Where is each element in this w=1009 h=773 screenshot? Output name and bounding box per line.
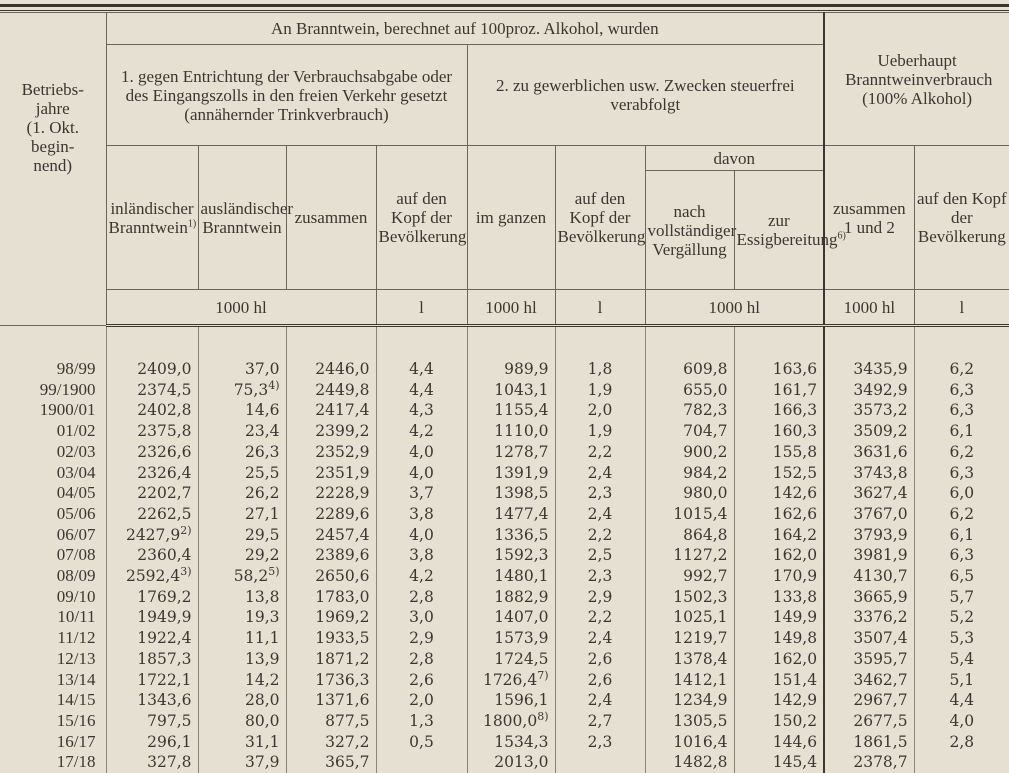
cell-total1: 2352,9 bbox=[286, 442, 376, 463]
cell-im-ganzen bbox=[467, 711, 555, 732]
table-row bbox=[0, 525, 1009, 546]
cell-total1: 2446,0 bbox=[286, 359, 376, 380]
table-row bbox=[0, 649, 1009, 670]
cell-percapita2: 2,2 bbox=[555, 442, 645, 463]
cell-total1: 2289,6 bbox=[286, 504, 376, 525]
cell-inland: 1343,6 bbox=[106, 690, 198, 711]
cell-percapita3: 4,4 bbox=[914, 690, 1009, 711]
cell-foreign: 37,9 bbox=[198, 752, 286, 773]
cell-vinegar: 149,8 bbox=[734, 628, 824, 649]
cell-year: 04/05 bbox=[0, 483, 106, 504]
cell-percapita3: 6,3 bbox=[914, 400, 1009, 421]
cell-total1: 2351,9 bbox=[286, 463, 376, 484]
cell-value: 1726,4 bbox=[483, 671, 537, 689]
cell-total12: 3507,4 bbox=[824, 628, 914, 649]
cell-inland: 2402,8 bbox=[106, 400, 198, 421]
table-row bbox=[0, 690, 1009, 711]
cell-total12: 3492,9 bbox=[824, 380, 914, 401]
unit-l: l bbox=[914, 290, 1009, 326]
cell-percapita2: 2,2 bbox=[555, 525, 645, 546]
header-foreign: ausländischer Branntwein bbox=[198, 146, 286, 290]
cell-denatured: 980,0 bbox=[645, 483, 734, 504]
cell-total12: 1861,5 bbox=[824, 732, 914, 753]
table-row bbox=[0, 545, 1009, 566]
cell-denatured: 704,7 bbox=[645, 421, 734, 442]
cell-vinegar: 152,5 bbox=[734, 463, 824, 484]
table-row bbox=[0, 483, 1009, 504]
cell-inland: 1922,4 bbox=[106, 628, 198, 649]
footnote-marker: 3) bbox=[180, 565, 191, 578]
cell-foreign bbox=[198, 380, 286, 401]
cell-percapita1: 2,6 bbox=[376, 670, 467, 691]
header-total12: zusammen 1 und 2 bbox=[824, 146, 914, 290]
cell-inland: 1857,3 bbox=[106, 649, 198, 670]
cell-percapita2: 1,9 bbox=[555, 380, 645, 401]
cell-foreign: 14,6 bbox=[198, 400, 286, 421]
cell-foreign: 80,0 bbox=[198, 711, 286, 732]
cell-percapita1: 4,2 bbox=[376, 566, 467, 587]
cell-total12: 3595,7 bbox=[824, 649, 914, 670]
header-group2: 2. zu gewerblichen usw. Zwecken steuerfrei verabfolgt bbox=[467, 45, 824, 146]
header-davon: davon bbox=[645, 146, 824, 171]
cell-denatured: 1502,3 bbox=[645, 587, 734, 608]
cell-total1: 1783,0 bbox=[286, 587, 376, 608]
cell-denatured: 900,2 bbox=[645, 442, 734, 463]
table-row bbox=[0, 463, 1009, 484]
header-group3: Ueberhaupt Branntweinverbrauch (100% Alkohol) bbox=[824, 13, 1009, 146]
footnote-marker: 8) bbox=[537, 710, 548, 723]
cell-denatured: 1482,8 bbox=[645, 752, 734, 773]
cell-value: 2427,9 bbox=[126, 526, 180, 544]
cell-denatured: 1127,2 bbox=[645, 545, 734, 566]
cell-inland: 2262,5 bbox=[106, 504, 198, 525]
cell-percapita3: 6,1 bbox=[914, 525, 1009, 546]
cell-vinegar: 145,4 bbox=[734, 752, 824, 773]
cell-vinegar: 170,9 bbox=[734, 566, 824, 587]
cell-total12: 3793,9 bbox=[824, 525, 914, 546]
cell-foreign bbox=[198, 566, 286, 587]
cell-total12: 3573,2 bbox=[824, 400, 914, 421]
cell-total1: 1933,5 bbox=[286, 628, 376, 649]
cell-year: 14/15 bbox=[0, 690, 106, 711]
cell-total12: 3376,2 bbox=[824, 607, 914, 628]
cell-percapita3: 6,3 bbox=[914, 380, 1009, 401]
cell-year: 05/06 bbox=[0, 504, 106, 525]
spirits-consumption-table bbox=[0, 12, 1009, 773]
cell-im-ganzen: 1596,1 bbox=[467, 690, 555, 711]
cell-percapita3: 2,8 bbox=[914, 732, 1009, 753]
cell-year: 99/1900 bbox=[0, 380, 106, 401]
cell-denatured: 1305,5 bbox=[645, 711, 734, 732]
table-row bbox=[0, 587, 1009, 608]
cell-percapita3: 6,2 bbox=[914, 504, 1009, 525]
cell-percapita2: 2,7 bbox=[555, 711, 645, 732]
header-group1: 1. gegen Entrichtung der Verbrauchsabgabe oder des Eingangszolls in den freien Verkehr gesetzt (annähernder Trinkverbrauch) bbox=[106, 45, 467, 146]
cell-inland: 327,8 bbox=[106, 752, 198, 773]
cell-total1: 327,2 bbox=[286, 732, 376, 753]
table-row bbox=[0, 607, 1009, 628]
cell-percapita1: 4,0 bbox=[376, 442, 467, 463]
cell-im-ganzen: 1278,7 bbox=[467, 442, 555, 463]
table-row bbox=[0, 752, 1009, 773]
cell-total12: 3509,2 bbox=[824, 421, 914, 442]
header-percapita2: auf den Kopf der Bevölkerung bbox=[555, 146, 645, 290]
cell-percapita3: 5,1 bbox=[914, 670, 1009, 691]
footnote-marker: 2) bbox=[180, 523, 191, 536]
cell-foreign: 25,5 bbox=[198, 463, 286, 484]
cell-year: 08/09 bbox=[0, 566, 106, 587]
cell-im-ganzen bbox=[467, 670, 555, 691]
header-inland: inländischer Branntwein$^{1)}$ bbox=[106, 146, 198, 290]
cell-total12: 4130,7 bbox=[824, 566, 914, 587]
cell-percapita3: 6,2 bbox=[914, 442, 1009, 463]
cell-im-ganzen: 1155,4 bbox=[467, 400, 555, 421]
cell-inland: 2374,5 bbox=[106, 380, 198, 401]
cell-percapita2: 2,5 bbox=[555, 545, 645, 566]
cell-im-ganzen: 989,9 bbox=[467, 359, 555, 380]
cell-percapita3: 4,0 bbox=[914, 711, 1009, 732]
cell-percapita1: 1,3 bbox=[376, 711, 467, 732]
cell-percapita3: 6,2 bbox=[914, 359, 1009, 380]
table-row bbox=[0, 400, 1009, 421]
header-denatured: nach vollständiger Vergällung bbox=[645, 171, 734, 290]
cell-foreign: 26,2 bbox=[198, 483, 286, 504]
cell-year: 09/10 bbox=[0, 587, 106, 608]
cell-im-ganzen: 1398,5 bbox=[467, 483, 555, 504]
cell-percapita1: 4,4 bbox=[376, 359, 467, 380]
cell-foreign: 13,8 bbox=[198, 587, 286, 608]
cell-percapita2: 2,4 bbox=[555, 628, 645, 649]
cell-foreign: 23,4 bbox=[198, 421, 286, 442]
cell-total1: 2457,4 bbox=[286, 525, 376, 546]
cell-percapita2: 2,9 bbox=[555, 587, 645, 608]
table-row bbox=[0, 421, 1009, 442]
cell-year: 17/18 bbox=[0, 752, 106, 773]
cell-total12: 3981,9 bbox=[824, 545, 914, 566]
cell-vinegar: 155,8 bbox=[734, 442, 824, 463]
cell-denatured: 1378,4 bbox=[645, 649, 734, 670]
cell-denatured: 984,2 bbox=[645, 463, 734, 484]
cell-denatured: 1025,1 bbox=[645, 607, 734, 628]
cell-percapita2: 1,9 bbox=[555, 421, 645, 442]
cell-total1: 2399,2 bbox=[286, 421, 376, 442]
cell-vinegar: 162,0 bbox=[734, 649, 824, 670]
cell-im-ganzen: 1592,3 bbox=[467, 545, 555, 566]
cell-percapita3: 5,2 bbox=[914, 607, 1009, 628]
footnote-marker: 7) bbox=[537, 668, 548, 681]
cell-foreign: 37,0 bbox=[198, 359, 286, 380]
cell-percapita1: 3,8 bbox=[376, 504, 467, 525]
unit-1000hl: 1000 hl bbox=[106, 290, 376, 326]
cell-year: 07/08 bbox=[0, 545, 106, 566]
cell-year: 1900/01 bbox=[0, 400, 106, 421]
cell-vinegar: 164,2 bbox=[734, 525, 824, 546]
header-vinegar: zur Essigbereitung$^{6)}$ bbox=[734, 171, 824, 290]
cell-percapita2: 2,3 bbox=[555, 566, 645, 587]
cell-denatured: 1234,9 bbox=[645, 690, 734, 711]
cell-percapita2: 2,0 bbox=[555, 400, 645, 421]
header-total1: zusammen bbox=[286, 146, 376, 290]
cell-vinegar: 162,0 bbox=[734, 545, 824, 566]
cell-denatured: 782,3 bbox=[645, 400, 734, 421]
cell-percapita3 bbox=[914, 752, 1009, 773]
cell-im-ganzen: 1391,9 bbox=[467, 463, 555, 484]
cell-vinegar: 161,7 bbox=[734, 380, 824, 401]
cell-percapita3: 6,1 bbox=[914, 421, 1009, 442]
cell-total1: 1736,3 bbox=[286, 670, 376, 691]
cell-im-ganzen: 2013,0 bbox=[467, 752, 555, 773]
cell-total12: 2378,7 bbox=[824, 752, 914, 773]
top-rule-thin bbox=[0, 10, 1009, 11]
cell-percapita1: 2,8 bbox=[376, 649, 467, 670]
cell-im-ganzen: 1043,1 bbox=[467, 380, 555, 401]
table-row bbox=[0, 359, 1009, 380]
cell-vinegar: 133,8 bbox=[734, 587, 824, 608]
cell-total1: 1871,2 bbox=[286, 649, 376, 670]
cell-year: 12/13 bbox=[0, 649, 106, 670]
cell-vinegar: 144,6 bbox=[734, 732, 824, 753]
cell-percapita2: 2,4 bbox=[555, 504, 645, 525]
footnote-marker: 5) bbox=[268, 565, 279, 578]
cell-year: 01/02 bbox=[0, 421, 106, 442]
cell-total12: 3767,0 bbox=[824, 504, 914, 525]
cell-vinegar: 166,3 bbox=[734, 400, 824, 421]
cell-percapita1: 0,5 bbox=[376, 732, 467, 753]
cell-vinegar: 149,9 bbox=[734, 607, 824, 628]
cell-inland: 2326,6 bbox=[106, 442, 198, 463]
cell-total12: 3462,7 bbox=[824, 670, 914, 691]
cell-foreign: 19,3 bbox=[198, 607, 286, 628]
cell-inland: 2409,0 bbox=[106, 359, 198, 380]
cell-total12: 2677,5 bbox=[824, 711, 914, 732]
cell-value: 2592,4 bbox=[126, 567, 180, 585]
cell-denatured: 1016,4 bbox=[645, 732, 734, 753]
cell-denatured: 1219,7 bbox=[645, 628, 734, 649]
cell-percapita1: 2,9 bbox=[376, 628, 467, 649]
cell-year: 11/12 bbox=[0, 628, 106, 649]
cell-year: 15/16 bbox=[0, 711, 106, 732]
cell-percapita3: 6,5 bbox=[914, 566, 1009, 587]
header-year: Betriebs- jahre (1. Okt. begin- nend) bbox=[0, 13, 106, 326]
cell-denatured: 864,8 bbox=[645, 525, 734, 546]
cell-inland: 1722,1 bbox=[106, 670, 198, 691]
cell-percapita2 bbox=[555, 752, 645, 773]
cell-vinegar: 162,6 bbox=[734, 504, 824, 525]
cell-percapita3: 5,3 bbox=[914, 628, 1009, 649]
cell-foreign: 29,5 bbox=[198, 525, 286, 546]
table-row bbox=[0, 670, 1009, 691]
cell-im-ganzen: 1534,3 bbox=[467, 732, 555, 753]
cell-vinegar: 163,6 bbox=[734, 359, 824, 380]
cell-percapita2: 2,4 bbox=[555, 463, 645, 484]
table-body bbox=[0, 326, 1009, 773]
cell-total1: 2650,6 bbox=[286, 566, 376, 587]
header-im-ganzen: im ganzen bbox=[467, 146, 555, 290]
table-row bbox=[0, 442, 1009, 463]
cell-inland: 797,5 bbox=[106, 711, 198, 732]
cell-percapita3: 5,7 bbox=[914, 587, 1009, 608]
cell-percapita1: 2,8 bbox=[376, 587, 467, 608]
cell-foreign: 26,3 bbox=[198, 442, 286, 463]
cell-percapita2: 2,4 bbox=[555, 690, 645, 711]
cell-vinegar: 160,3 bbox=[734, 421, 824, 442]
cell-percapita1: 4,3 bbox=[376, 400, 467, 421]
spacer-row bbox=[0, 326, 1009, 360]
cell-percapita3: 6,3 bbox=[914, 463, 1009, 484]
cell-percapita1: 3,0 bbox=[376, 607, 467, 628]
cell-total12: 2967,7 bbox=[824, 690, 914, 711]
footnote-marker: 4) bbox=[268, 379, 279, 392]
table-row bbox=[0, 504, 1009, 525]
cell-im-ganzen: 1336,5 bbox=[467, 525, 555, 546]
cell-vinegar: 150,2 bbox=[734, 711, 824, 732]
cell-year: 98/99 bbox=[0, 359, 106, 380]
cell-year: 16/17 bbox=[0, 732, 106, 753]
cell-total12: 3743,8 bbox=[824, 463, 914, 484]
cell-total12: 3665,9 bbox=[824, 587, 914, 608]
cell-foreign: 27,1 bbox=[198, 504, 286, 525]
cell-inland: 1769,2 bbox=[106, 587, 198, 608]
cell-total1: 2228,9 bbox=[286, 483, 376, 504]
cell-value: 1800,0 bbox=[483, 712, 537, 730]
unit-1000hl: 1000 hl bbox=[645, 290, 824, 326]
cell-year: 02/03 bbox=[0, 442, 106, 463]
cell-total1: 2449,8 bbox=[286, 380, 376, 401]
cell-inland: 296,1 bbox=[106, 732, 198, 753]
unit-1000hl: 1000 hl bbox=[467, 290, 555, 326]
cell-total1: 2417,4 bbox=[286, 400, 376, 421]
table-row bbox=[0, 566, 1009, 587]
cell-total1: 1969,2 bbox=[286, 607, 376, 628]
cell-im-ganzen: 1724,5 bbox=[467, 649, 555, 670]
cell-percapita1: 3,8 bbox=[376, 545, 467, 566]
cell-im-ganzen: 1480,1 bbox=[467, 566, 555, 587]
cell-denatured: 1015,4 bbox=[645, 504, 734, 525]
cell-percapita1 bbox=[376, 752, 467, 773]
cell-total1: 877,5 bbox=[286, 711, 376, 732]
cell-percapita2: 2,6 bbox=[555, 670, 645, 691]
cell-year: 13/14 bbox=[0, 670, 106, 691]
cell-total1: 1371,6 bbox=[286, 690, 376, 711]
cell-im-ganzen: 1110,0 bbox=[467, 421, 555, 442]
cell-denatured: 992,7 bbox=[645, 566, 734, 587]
cell-foreign: 13,9 bbox=[198, 649, 286, 670]
table-row bbox=[0, 711, 1009, 732]
cell-percapita2: 2,3 bbox=[555, 732, 645, 753]
header-percapita1: auf den Kopf der Bevölkerung bbox=[376, 146, 467, 290]
cell-year: 06/07 bbox=[0, 525, 106, 546]
cell-percapita1: 4,0 bbox=[376, 525, 467, 546]
unit-l: l bbox=[376, 290, 467, 326]
cell-total12: 3627,4 bbox=[824, 483, 914, 504]
cell-denatured: 655,0 bbox=[645, 380, 734, 401]
cell-im-ganzen: 1573,9 bbox=[467, 628, 555, 649]
cell-foreign: 14,2 bbox=[198, 670, 286, 691]
cell-foreign: 29,2 bbox=[198, 545, 286, 566]
cell-value: 58,2 bbox=[234, 567, 269, 585]
cell-im-ganzen: 1882,9 bbox=[467, 587, 555, 608]
cell-foreign: 28,0 bbox=[198, 690, 286, 711]
cell-total1: 365,7 bbox=[286, 752, 376, 773]
table-row bbox=[0, 380, 1009, 401]
cell-percapita3: 6,0 bbox=[914, 483, 1009, 504]
cell-im-ganzen: 1407,0 bbox=[467, 607, 555, 628]
cell-inland bbox=[106, 566, 198, 587]
cell-percapita2: 1,8 bbox=[555, 359, 645, 380]
cell-total12: 3435,9 bbox=[824, 359, 914, 380]
cell-percapita2: 2,6 bbox=[555, 649, 645, 670]
cell-im-ganzen: 1477,4 bbox=[467, 504, 555, 525]
cell-total12: 3631,6 bbox=[824, 442, 914, 463]
cell-vinegar: 142,9 bbox=[734, 690, 824, 711]
cell-inland: 2326,4 bbox=[106, 463, 198, 484]
header-main: An Branntwein, berechnet auf 100proz. Alkohol, wurden bbox=[106, 13, 824, 45]
cell-denatured: 1412,1 bbox=[645, 670, 734, 691]
cell-year: 10/11 bbox=[0, 607, 106, 628]
cell-denatured: 609,8 bbox=[645, 359, 734, 380]
table-row bbox=[0, 628, 1009, 649]
cell-percapita1: 2,0 bbox=[376, 690, 467, 711]
cell-percapita3: 5,4 bbox=[914, 649, 1009, 670]
cell-foreign: 31,1 bbox=[198, 732, 286, 753]
cell-percapita1: 4,4 bbox=[376, 380, 467, 401]
cell-value: 75,3 bbox=[234, 381, 269, 399]
cell-inland bbox=[106, 525, 198, 546]
header-percapita3: auf den Kopf der Bevölkerung bbox=[914, 146, 1009, 290]
cell-foreign: 11,1 bbox=[198, 628, 286, 649]
top-rule bbox=[0, 4, 1009, 7]
cell-inland: 1949,9 bbox=[106, 607, 198, 628]
table-row bbox=[0, 732, 1009, 753]
cell-year: 03/04 bbox=[0, 463, 106, 484]
cell-percapita1: 4,0 bbox=[376, 463, 467, 484]
cell-vinegar: 151,4 bbox=[734, 670, 824, 691]
cell-percapita2: 2,2 bbox=[555, 607, 645, 628]
cell-percapita2: 2,3 bbox=[555, 483, 645, 504]
cell-total1: 2389,6 bbox=[286, 545, 376, 566]
unit-1000hl: 1000 hl bbox=[824, 290, 914, 326]
cell-inland: 2202,7 bbox=[106, 483, 198, 504]
cell-inland: 2375,8 bbox=[106, 421, 198, 442]
cell-inland: 2360,4 bbox=[106, 545, 198, 566]
cell-percapita3: 6,3 bbox=[914, 545, 1009, 566]
unit-l: l bbox=[555, 290, 645, 326]
cell-percapita1: 4,2 bbox=[376, 421, 467, 442]
cell-percapita1: 3,7 bbox=[376, 483, 467, 504]
cell-vinegar: 142,6 bbox=[734, 483, 824, 504]
